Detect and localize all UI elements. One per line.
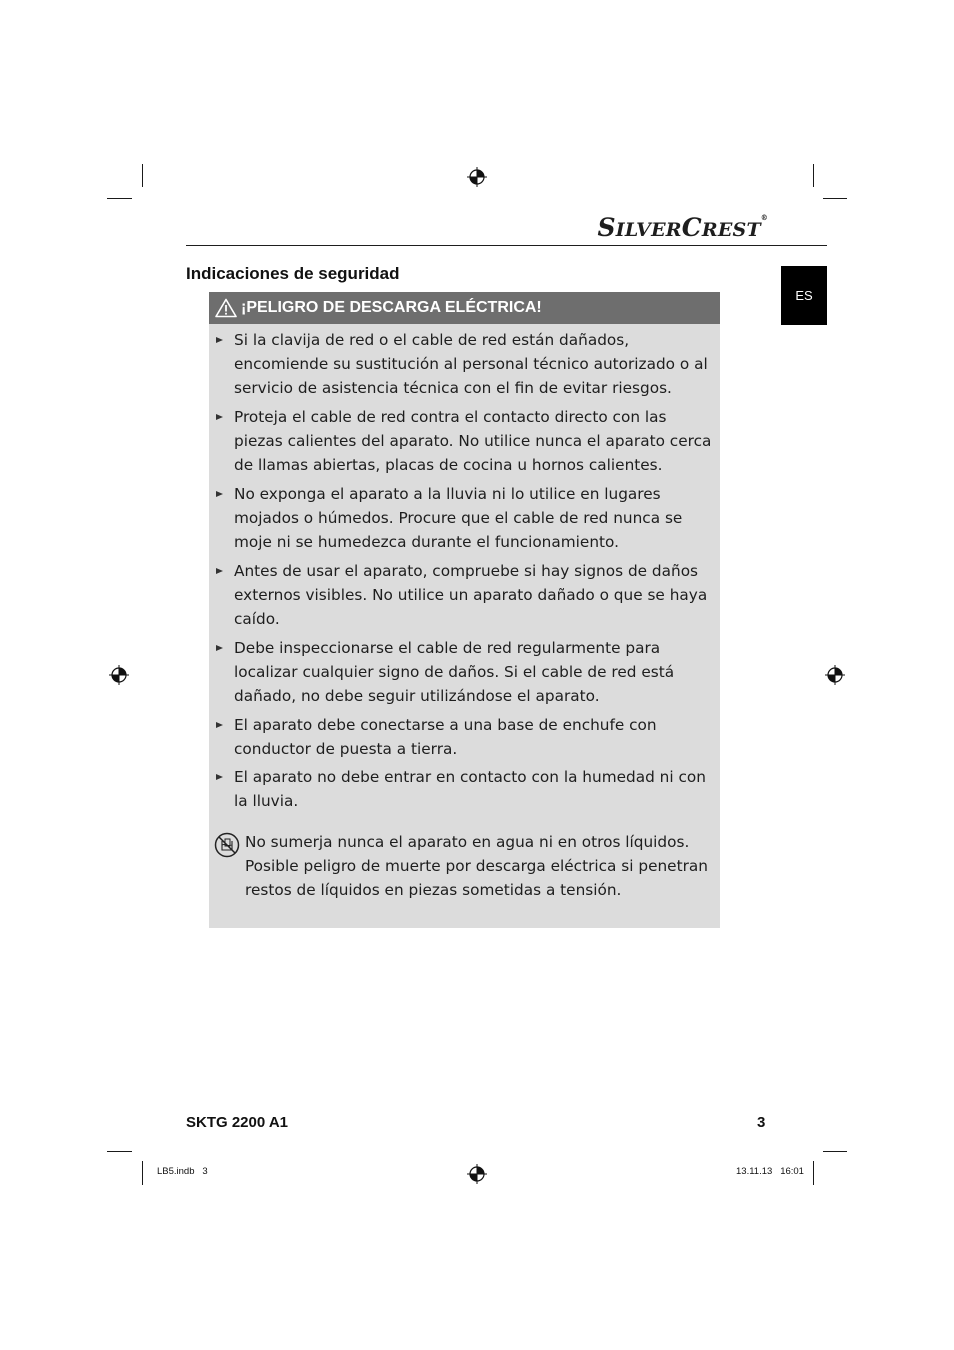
bullet-arrow-icon [216, 491, 223, 497]
list-item: Debe inspeccionarse el cable de red regularmente para localizar cualquier signo de daños. Si el cable de red está dañado, no debe seguir utilizándose el aparato. [209, 636, 720, 709]
crop-mark [813, 164, 814, 187]
header-rule [186, 245, 827, 246]
crop-mark [107, 1151, 132, 1152]
registration-mark-icon [467, 167, 487, 187]
list-item: El aparato no debe entrar en contacto con la humedad ni con la lluvia. [209, 765, 720, 813]
crop-mark [142, 164, 143, 187]
list-item: Antes de usar el aparato, compruebe si hay signos de daños externos visibles. No utilice un aparato dañado o que se haya caído. [209, 559, 720, 632]
page-number: 3 [757, 1114, 766, 1131]
bullet-arrow-icon [216, 774, 223, 780]
no-immersion-icon [214, 832, 240, 858]
bullet-arrow-icon [216, 722, 223, 728]
section-title: Indicaciones de seguridad [186, 264, 400, 283]
warning-triangle-icon [215, 298, 237, 318]
list-item: No exponga el aparato a la lluvia ni lo utilice en lugares mojados o húmedos. Procure que el cable de red nunca se moje ni se humedezca durante el funcionamiento. [209, 482, 720, 555]
crop-mark [823, 198, 847, 199]
list-item: El aparato debe conectarse a una base de enchufe con conductor de puesta a tierra. [209, 713, 720, 761]
warning-title: ¡PELIGRO DE DESCARGA ELÉCTRICA! [241, 299, 542, 316]
footer-model: SKTG 2200 A1 [186, 1114, 288, 1131]
language-tab: ES [781, 266, 827, 325]
registration-mark-icon [467, 1164, 487, 1184]
list-item: Proteja el cable de red contra el contacto directo con las piezas calientes del aparato. No utilice nunca el aparato cerca de llamas abiertas, placas de cocina u hornos calientes. [209, 405, 720, 478]
list-item: Si la clavija de red o el cable de red están dañados, encomiende su sustitución al personal técnico autorizado o al servicio de asistencia técnica con el fin de evitar riesgos. [209, 328, 720, 401]
slug-datetime: 13.11.13 16:01 [736, 1166, 804, 1177]
crop-mark [142, 1161, 143, 1185]
slug-file: LB5.indb 3 [157, 1166, 208, 1177]
brand-logo: SILVERCREST® [597, 213, 768, 242]
note-text: No sumerja nunca el aparato en agua ni en otros líquidos. Posible peligro de muerte por descarga eléctrica si penetran restos de líquidos en piezas sometidas a tensión. [245, 833, 708, 900]
warning-list [209, 328, 720, 818]
crop-mark [823, 1151, 847, 1152]
crop-mark [813, 1161, 814, 1185]
registration-mark-icon [825, 665, 845, 685]
crop-mark [107, 198, 132, 199]
bullet-arrow-icon [216, 414, 223, 420]
warning-box [209, 292, 720, 928]
registration-mark-icon [109, 665, 129, 685]
warning-header [209, 292, 720, 324]
bullet-arrow-icon [216, 645, 223, 651]
bullet-arrow-icon [216, 568, 223, 574]
bullet-arrow-icon [216, 337, 223, 343]
